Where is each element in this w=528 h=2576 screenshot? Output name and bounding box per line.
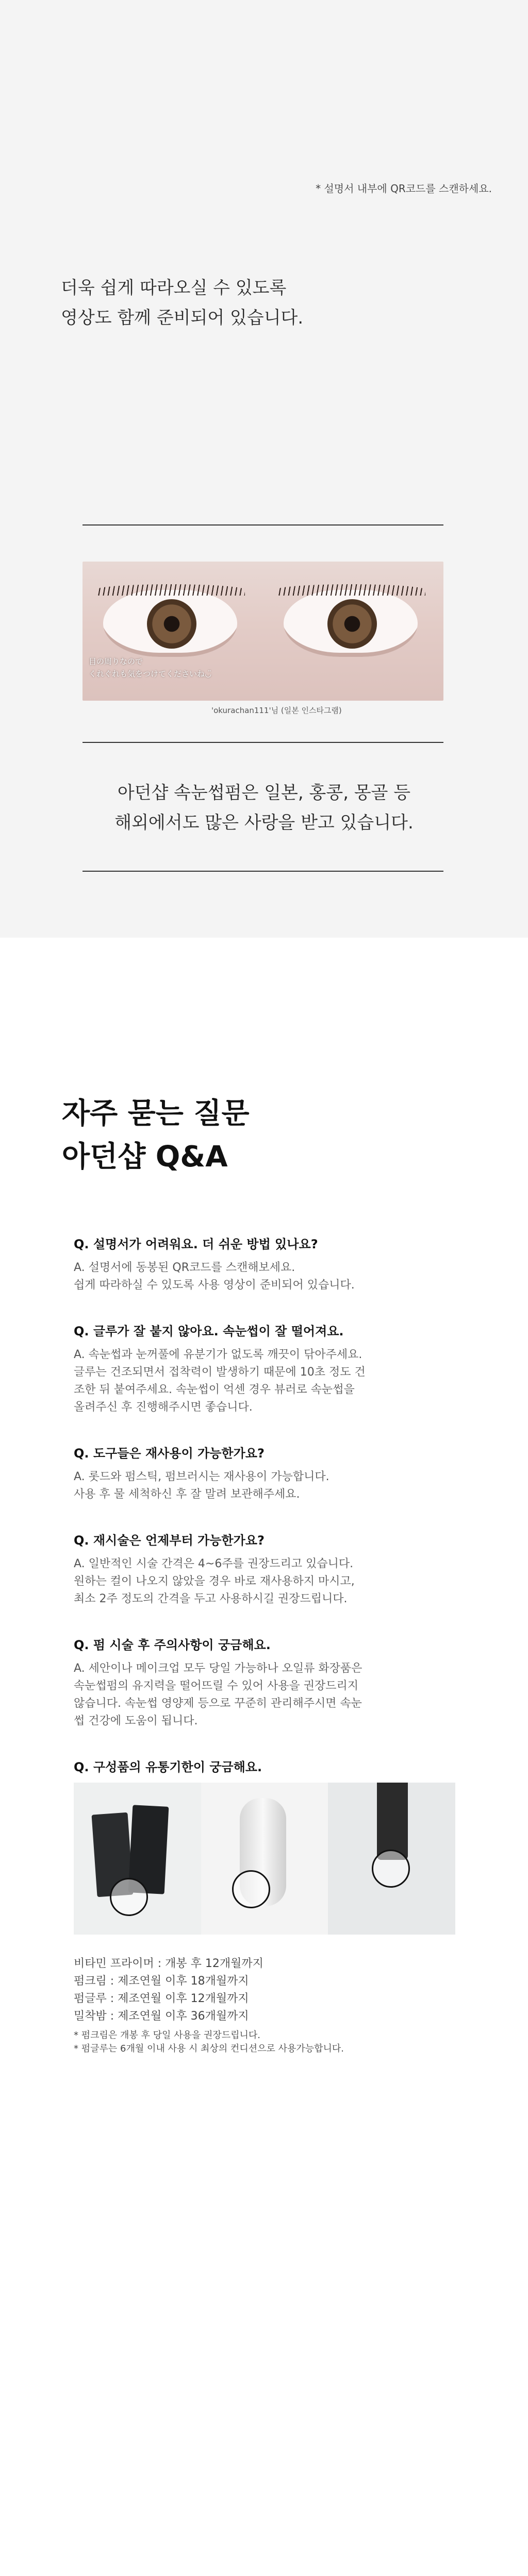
product-expiry-photos <box>74 1783 455 1935</box>
expiry-balm: 밀착밤 : 제조연월 이후 36개월까지 <box>74 2010 249 2023</box>
product-photo-tube <box>201 1783 328 1935</box>
qa-answer-line: 사용 후 물 세척하신 후 잘 말려 보관해주세요. <box>74 1488 300 1501</box>
customer-eye-photo <box>82 562 443 701</box>
expiry-list <box>74 1955 263 2025</box>
qa-answer-line: 올려주신 후 진행해주시면 좋습니다. <box>74 1401 253 1414</box>
expiry-note-line1: * 펌크림은 개봉 후 당일 사용을 권장드립니다. <box>74 2030 261 2041</box>
qa-question: Q. 재시술은 언제부터 가능한가요? <box>74 1533 265 1548</box>
qa-answer <box>74 1468 471 1503</box>
left-eye <box>103 590 237 657</box>
qa-item <box>74 1530 471 1608</box>
qa-question: Q. 구성품의 유통기한이 궁금해요. <box>74 1760 262 1774</box>
qa-answer-line: 조한 뒤 붙여주세요. 속눈썹이 억센 경우 뷰러로 속눈썹을 <box>74 1383 355 1396</box>
qa-question: Q. 글루가 잘 붙지 않아요. 속눈썹이 잘 떨어져요. <box>74 1324 344 1338</box>
qa-answer <box>74 1660 471 1730</box>
qa-answer-line: 글루는 건조되면서 접착력이 발생하기 때문에 10초 정도 건 <box>74 1366 366 1379</box>
qa-answer-line: 않습니다. 속눈썹 영양제 등으로 꾸준히 관리해주시면 속눈 <box>74 1697 362 1710</box>
photo-credit: 'okurachan111'님 (일본 인스타그램) <box>211 706 342 715</box>
left-iris <box>147 599 196 649</box>
qa-heading-line1: 자주 묻는 질문 <box>62 1097 250 1130</box>
qa-answer-line: A. 세안이나 메이크업 모두 당일 가능하나 오일류 화장품은 <box>74 1662 362 1675</box>
divider-top <box>82 524 443 526</box>
qa-heading <box>62 1092 250 1179</box>
divider-bottom <box>82 871 443 872</box>
photo-caption <box>89 655 211 680</box>
photo-caption-line1: 目の周りなので <box>89 657 143 666</box>
qa-section <box>0 938 528 2576</box>
magnifier-icon <box>110 1878 148 1916</box>
right-eye <box>284 590 418 657</box>
expiry-perm-cream: 펌크림 : 제조연월 이후 18개월까지 <box>74 1975 249 1988</box>
product-photo-packages <box>74 1783 201 1935</box>
qa-heading-line2: 아던샵 Q&A <box>62 1140 228 1174</box>
video-guide-line1: 더욱 쉽게 따라오실 수 있도록 <box>61 278 287 298</box>
qa-answer-line: 최소 2주 정도의 간격을 두고 사용하시길 권장드립니다. <box>74 1592 348 1605</box>
qa-answer-line: A. 롯드와 펌스틱, 펌브러시는 재사용이 가능합니다. <box>74 1470 329 1483</box>
expiry-primer: 비타민 프라이머 : 개봉 후 12개월까지 <box>74 1957 263 1970</box>
glue-bottle <box>377 1783 408 1860</box>
photo-caption-line2: くれぐれも気をつけてくださいね◡̈ <box>89 669 212 679</box>
divider-middle <box>82 742 443 743</box>
qa-question: Q. 펌 시술 후 주의사항이 궁금해요. <box>74 1638 271 1652</box>
left-lashes <box>95 584 245 596</box>
qa-answer-line: A. 설명서에 동봉된 QR코드를 스캔해보세요. <box>74 1261 295 1274</box>
qa-answer-line: 원하는 컬이 나오지 않았을 경우 바로 재사용하지 마시고, <box>74 1575 355 1588</box>
qa-answer <box>74 1346 471 1416</box>
product-photo-bottle <box>328 1783 455 1935</box>
qa-item <box>74 1635 471 1730</box>
video-guide-text <box>61 273 303 333</box>
qa-item <box>74 1234 471 1294</box>
qa-item <box>74 1321 471 1416</box>
qa-item <box>74 1443 471 1503</box>
video-guide-line2: 영상도 함께 준비되어 있습니다. <box>61 308 304 328</box>
magnifier-icon <box>232 1870 270 1908</box>
right-iris <box>327 599 377 649</box>
right-lashes <box>276 584 425 596</box>
qa-answer <box>74 1555 471 1608</box>
expiry-notes <box>74 2029 344 2056</box>
qa-answer-line: A. 일반적인 시술 간격은 4~6주를 권장드리고 있습니다. <box>74 1557 354 1570</box>
qa-answer-line: A. 속눈썹과 눈꺼풀에 유분기가 없도록 깨끗이 닦아주세요. <box>74 1348 362 1361</box>
magnifier-icon <box>372 1850 410 1888</box>
qa-question: Q. 설명서가 어려워요. 더 쉬운 방법 있나요? <box>74 1237 318 1251</box>
qa-question: Q. 도구들은 재사용이 가능한가요? <box>74 1446 265 1461</box>
overseas-line2: 해외에서도 많은 사랑을 받고 있습니다. <box>114 812 414 833</box>
intro-section <box>0 0 528 938</box>
expiry-perm-glue: 펌글루 : 제조연월 이후 12개월까지 <box>74 1992 249 2005</box>
qa-answer-line: 썹 건강에 도움이 됩니다. <box>74 1715 198 1727</box>
overseas-line1: 아던샵 속눈썹펌은 일본, 홍콩, 몽골 등 <box>117 783 411 803</box>
overseas-popularity-text <box>0 778 528 838</box>
qa-answer <box>74 1259 471 1294</box>
qr-scan-note: * 설명서 내부에 QR코드를 스캔하세요. <box>316 182 492 195</box>
qa-answer-line: 속눈썹펌의 유지력을 떨어뜨릴 수 있어 사용을 권장드리지 <box>74 1680 359 1692</box>
expiry-note-line2: * 펌글루는 6개월 이내 사용 시 최상의 컨디션으로 사용가능합니다. <box>74 2043 344 2054</box>
qa-list <box>74 1234 471 1826</box>
qa-answer-line: 쉽게 따라하실 수 있도록 사용 영상이 준비되어 있습니다. <box>74 1279 355 1292</box>
